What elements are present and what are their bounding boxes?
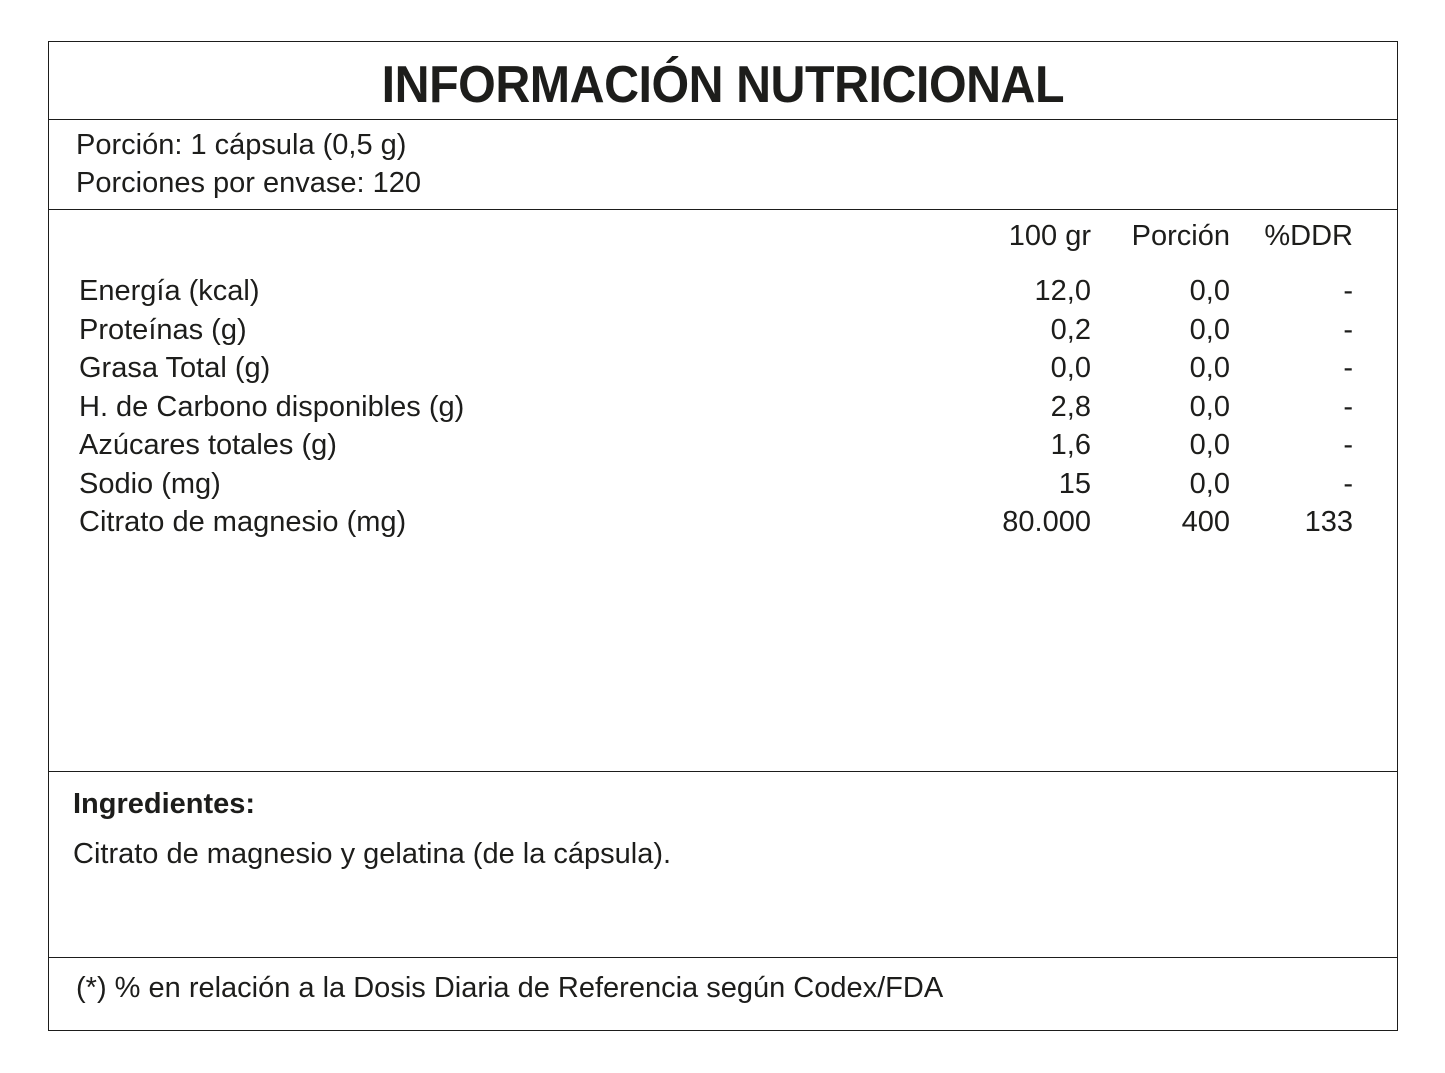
nutrition-label <box>48 41 1398 1031</box>
value-per-100g: 80.000 <box>1002 506 1091 538</box>
value-per-100g: 2,8 <box>1050 390 1091 423</box>
value-per-100g: 15 <box>1058 467 1091 500</box>
nutrition-table <box>49 210 1397 772</box>
value-ddr: - <box>1343 352 1353 384</box>
value-ddr: 133 <box>1304 506 1353 538</box>
table-row <box>49 352 1397 390</box>
table-row <box>49 391 1397 429</box>
table-header <box>49 220 1397 258</box>
value-per-100g: 0,2 <box>1050 313 1091 346</box>
serving-info <box>49 119 1397 210</box>
header-per-100g: 100 gr <box>1008 220 1091 252</box>
serving-size: Porción: 1 cápsula (0,5 g) <box>76 129 407 161</box>
value-per-100g: 0,0 <box>1050 352 1091 384</box>
value-portion: 0,0 <box>1189 390 1230 423</box>
value-ddr: - <box>1343 429 1353 461</box>
label-title: INFORMACIÓN NUTRICIONAL <box>381 55 1065 114</box>
ingredients-heading: Ingredientes: <box>73 788 256 820</box>
value-portion: 0,0 <box>1189 313 1230 346</box>
header-ddr: %DDR <box>1264 220 1353 252</box>
table-row <box>49 506 1397 544</box>
nutrient-name: Citrato de magnesio (mg) <box>79 506 407 538</box>
title-band <box>49 42 1397 120</box>
nutrient-name: Azúcares totales (g) <box>79 429 337 461</box>
footnote-text: (*) % en relación a la Dosis Diaria de Referencia según Codex/FDA <box>76 972 944 1004</box>
value-ddr: - <box>1343 313 1353 346</box>
header-portion: Porción <box>1131 220 1230 252</box>
value-portion: 400 <box>1181 506 1230 538</box>
value-ddr: - <box>1343 467 1353 500</box>
table-row <box>49 468 1397 506</box>
value-ddr: - <box>1343 275 1353 307</box>
nutrient-name: Grasa Total (g) <box>79 352 271 384</box>
table-row <box>49 429 1397 467</box>
table-row <box>49 275 1397 313</box>
nutrient-name: Proteínas (g) <box>79 313 247 346</box>
nutrient-name: Energía (kcal) <box>79 275 260 307</box>
value-per-100g: 12,0 <box>1034 275 1091 307</box>
value-portion: 0,0 <box>1189 429 1230 461</box>
value-portion: 0,0 <box>1189 352 1230 384</box>
nutrient-name: H. de Carbono disponibles (g) <box>79 390 465 423</box>
value-portion: 0,0 <box>1189 275 1230 307</box>
table-row <box>49 314 1397 352</box>
value-portion: 0,0 <box>1189 467 1230 500</box>
value-ddr: - <box>1343 390 1353 423</box>
nutrient-name: Sodio (mg) <box>79 467 221 500</box>
servings-per-container: Porciones por envase: 120 <box>76 167 421 199</box>
ingredients-text: Citrato de magnesio y gelatina (de la cápsula). <box>73 838 672 870</box>
ingredients-section <box>49 772 1397 958</box>
footnote-section <box>49 958 1397 1032</box>
value-per-100g: 1,6 <box>1050 429 1091 461</box>
